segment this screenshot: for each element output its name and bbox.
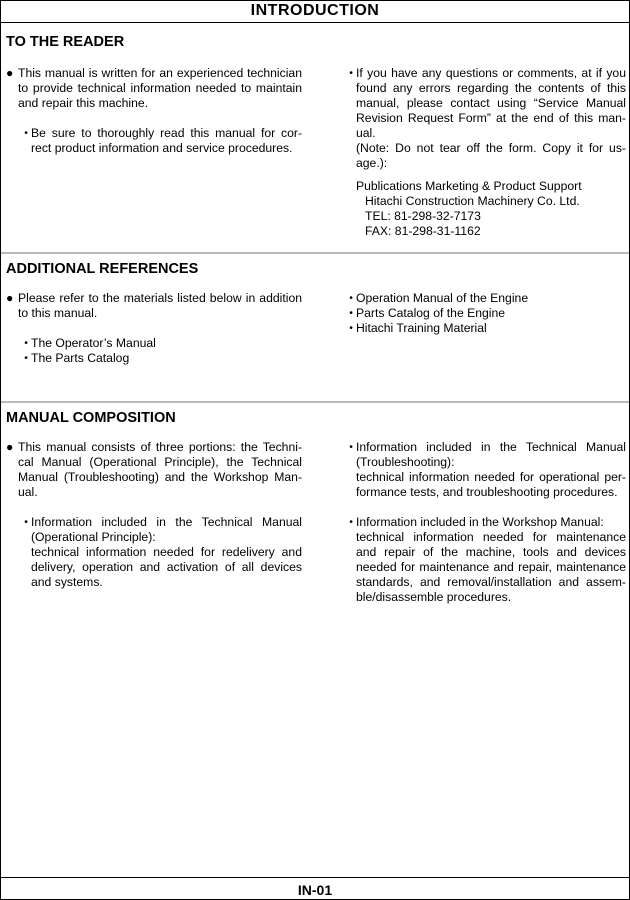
to-the-reader-right-column: [344, 66, 626, 239]
reference-training-material: Hitachi Training Material: [356, 321, 487, 335]
contact-tel: TEL: 81-298-32-7173: [365, 209, 481, 223]
composition-operational-title: Information included in the Technical Manual (Operational Principle):: [31, 515, 302, 544]
additional-references-right-column: [344, 291, 626, 336]
section-heading-additional-references: ADDITIONAL REFERENCES: [6, 261, 199, 277]
list-item: [344, 515, 626, 605]
bullet-small-icon: ・: [345, 291, 358, 305]
section-divider: [1, 252, 629, 254]
bullet-dot-icon: ●: [6, 66, 14, 80]
bullet-small-icon: ・: [345, 66, 358, 80]
section-divider: [1, 401, 629, 403]
to-the-reader-left-column: [6, 66, 302, 156]
references-intro-text: Please refer to the materials listed below in addition to this manual.: [18, 291, 302, 320]
list-item: [6, 66, 302, 111]
title-divider: [1, 22, 629, 23]
reference-parts-catalog: The Parts Catalog: [31, 351, 130, 365]
bullet-small-icon: ・: [345, 440, 358, 454]
bullet-small-icon: ・: [20, 515, 33, 529]
manual-composition-right-column: [344, 440, 626, 605]
bullet-small-icon: ・: [20, 336, 33, 350]
composition-operational-text: technical information needed for redelivery and delivery, operation and activation of all devices and systems.: [31, 545, 302, 589]
footer-divider: [1, 877, 629, 878]
composition-intro-text: This manual consists of three portions: the Techni-cal Manual (Operational Principle), the Technical Manual (Troubleshooting) and the Workshop Man-ual.: [18, 440, 302, 499]
reference-engine-operation-manual: Operation Manual of the Engine: [356, 291, 529, 305]
composition-troubleshooting-text: technical information needed for operational per-formance tests, and troubleshooting procedures.: [356, 470, 626, 499]
contact-fax: FAX: 81-298-31-1162: [365, 224, 481, 238]
bullet-small-icon: ・: [20, 351, 33, 365]
section-heading-manual-composition: MANUAL COMPOSITION: [6, 410, 176, 426]
list-item: [344, 66, 626, 171]
reference-operators-manual: The Operator’s Manual: [31, 336, 156, 350]
reader-contact-text: If you have any questions or comments, at if you found any errors regarding the contents of this manual, please contact using “Service Manual Revision Request Form” at the end of this man-ual.: [356, 66, 626, 140]
list-item: [6, 126, 302, 156]
manual-composition-left-column: [6, 440, 302, 590]
contact-company: Hitachi Construction Machinery Co. Ltd.: [365, 194, 580, 208]
list-item: [6, 291, 302, 321]
list-item: [6, 351, 302, 366]
bullet-small-icon: ・: [345, 515, 358, 529]
bullet-small-icon: ・: [345, 306, 358, 320]
reader-intro-text: This manual is written for an experienced technician to provide technical information needed to maintain and repair this machine.: [18, 66, 302, 110]
reference-engine-parts-catalog: Parts Catalog of the Engine: [356, 306, 506, 320]
list-item: [344, 306, 626, 321]
list-item: [344, 440, 626, 500]
reader-sub-text: Be sure to thoroughly read this manual for cor-rect product information and service procedures.: [31, 126, 302, 155]
list-item: [344, 321, 626, 336]
list-item: [6, 440, 302, 500]
list-item: [6, 336, 302, 351]
reader-note-text: (Note: Do not tear off the form. Copy it for us-age.):: [356, 141, 626, 170]
list-item: [6, 515, 302, 590]
composition-workshop-title: Information included in the Workshop Manual:: [356, 515, 604, 529]
contact-department: Publications Marketing & Product Support: [356, 179, 582, 193]
page-number: IN-01: [297, 882, 333, 898]
contact-block: [344, 179, 626, 239]
bullet-small-icon: ・: [20, 126, 33, 140]
list-item: [344, 291, 626, 306]
bullet-dot-icon: ●: [6, 291, 14, 305]
section-heading-to-the-reader: TO THE READER: [6, 34, 125, 50]
composition-workshop-text: technical information needed for maintenance and repair of the machine, tools and devices needed for maintenance and repair, maintenance standards, and removal/installation and assem-ble/disassemble procedures.: [356, 530, 626, 604]
composition-troubleshooting-title: Information included in the Technical Manual (Troubleshooting):: [356, 440, 626, 469]
bullet-small-icon: ・: [345, 321, 358, 335]
bullet-dot-icon: ●: [6, 440, 14, 454]
page-title: INTRODUCTION: [250, 2, 380, 19]
additional-references-left-column: [6, 291, 302, 366]
